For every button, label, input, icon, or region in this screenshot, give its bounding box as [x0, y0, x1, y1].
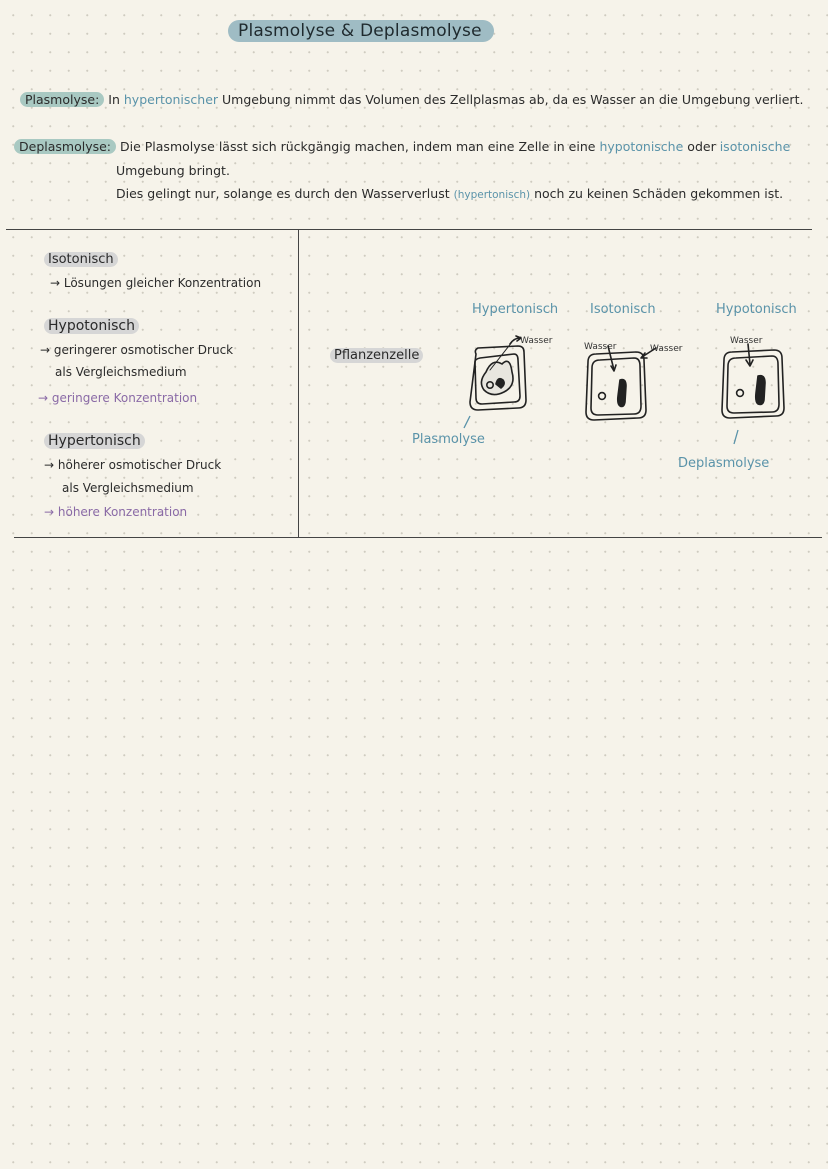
- deplasmolyse-mid: oder: [687, 139, 716, 154]
- deplasmolyse-line3-pre: Dies gelingt nur, solange es durch den Wasserverlust: [116, 186, 450, 201]
- plasmolyse-pre: In: [108, 92, 120, 107]
- water-label-iso-right: Wasser: [650, 344, 683, 354]
- table-column-divider: [298, 229, 299, 538]
- cell-hypertonisch: [470, 346, 526, 410]
- deplasmolyse-pre: Die Plasmolyse lässt sich rückgängig machen, indem man eine Zelle in eine: [120, 139, 596, 154]
- water-label-hypo: Wasser: [730, 336, 763, 346]
- term-hypertonisch-line1: → höherer osmotischer Druck: [44, 458, 222, 472]
- deplasmolyse-line3: [116, 186, 783, 201]
- water-label-hyper: Wasser: [520, 336, 553, 346]
- table-bottom-rule: [14, 537, 822, 538]
- term-hypotonisch-line1: → geringerer osmotischer Druck: [40, 343, 234, 357]
- term-hypotonisch-line2: als Vergleichsmedium: [55, 365, 187, 379]
- plasmolyse-keyword: hypertonischer: [123, 92, 219, 107]
- deplasmolyse-line3-post: noch zu keinen Schäden gekommen ist.: [534, 186, 784, 201]
- cell-diagram: [300, 230, 828, 530]
- diagram-col-hypotonisch: Hypotonisch: [716, 302, 797, 317]
- plasmolyse-definition: [20, 92, 803, 107]
- deplasmolyse-keyword-isotonic: isotonische: [719, 139, 791, 154]
- term-hypotonisch-heading: Hypotonisch: [44, 318, 139, 334]
- plasmolyse-post: Umgebung nimmt das Volumen des Zellplasmas ab, da es Wasser an die Umgebung verliert.: [222, 92, 804, 107]
- caption-deplasmolyse: Deplasmolyse: [678, 456, 770, 471]
- page-title: Plasmolyse & Deplasmolyse: [228, 20, 494, 42]
- water-label-iso-left: Wasser: [584, 342, 617, 352]
- term-hypertonisch-line3: → höhere Konzentration: [44, 505, 188, 519]
- cell-hypotonisch: [722, 344, 784, 418]
- diagram-col-hypertonisch: Hypertonisch: [472, 302, 559, 317]
- deplasmolyse-keyword-hypotonic: hypotonische: [599, 139, 684, 154]
- term-hypertonisch-line2: als Vergleichsmedium: [62, 481, 194, 495]
- diagram-col-isotonisch: Isotonisch: [590, 302, 656, 317]
- plasmolyse-term: Plasmolyse:: [20, 92, 104, 107]
- term-hypertonisch-heading: Hypertonisch: [44, 433, 145, 449]
- diagram-row-label: Pflanzenzelle: [330, 348, 423, 363]
- term-isotonisch-line1: → Lösungen gleicher Konzentration: [50, 276, 262, 290]
- cell-isotonisch: [586, 346, 656, 420]
- deplasmolyse-line2: Umgebung bringt.: [116, 163, 230, 178]
- deplasmolyse-definition: [14, 139, 790, 154]
- term-isotonisch-heading: Isotonisch: [44, 252, 118, 267]
- deplasmolyse-term: Deplasmolyse:: [14, 139, 116, 154]
- deplasmolyse-line3-keyword: (hypertonisch): [453, 189, 531, 201]
- term-hypotonisch-line3: → geringere Konzentration: [38, 391, 198, 405]
- caption-plasmolyse: Plasmolyse: [412, 432, 485, 447]
